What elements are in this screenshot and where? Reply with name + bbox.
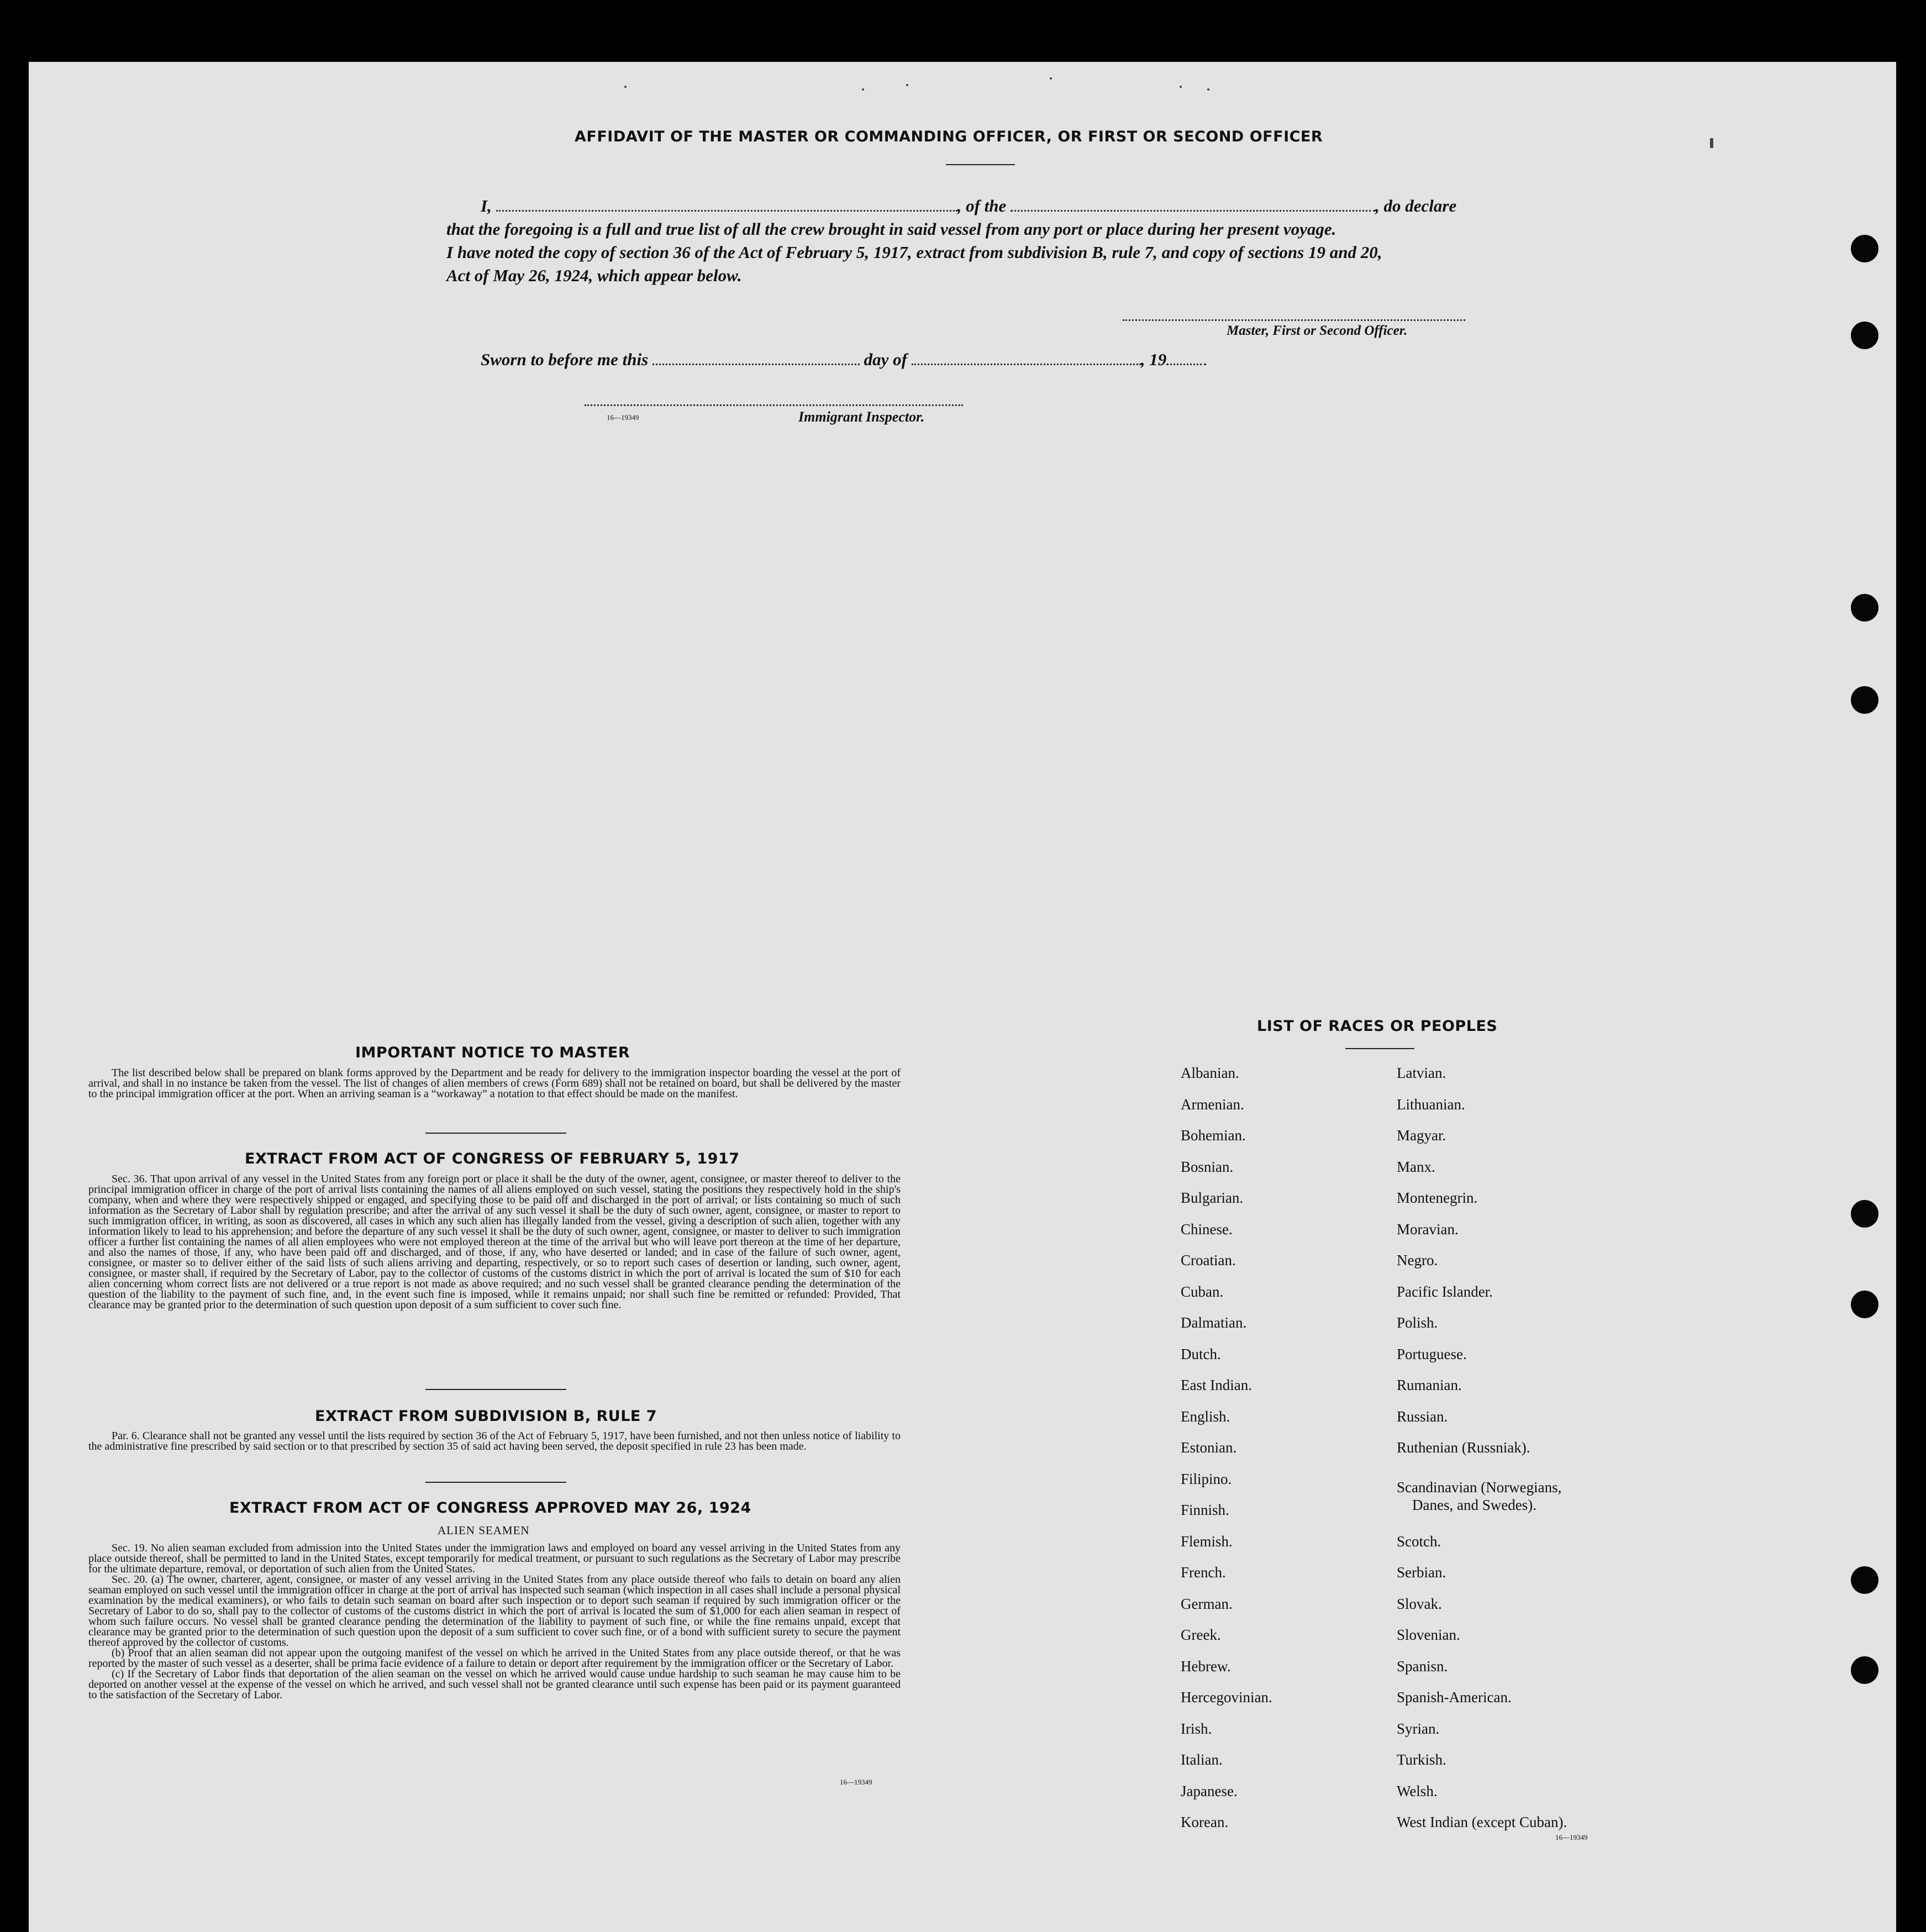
rule-7-text xyxy=(88,1431,901,1452)
affidavit-form-number: 16—19349 xyxy=(607,413,639,422)
race-item: Irish. xyxy=(1181,1720,1212,1737)
punch-hole xyxy=(1851,322,1878,349)
extract-form-number: 16—19349 xyxy=(840,1778,872,1786)
speck xyxy=(1207,88,1209,91)
race-item: Cuban. xyxy=(1181,1283,1224,1300)
races-title: LIST OF RACES OR PEOPLES xyxy=(1257,1018,1498,1035)
declare-of: , of the xyxy=(957,196,1007,215)
race-item: Estonian. xyxy=(1181,1439,1237,1456)
notice-text xyxy=(88,1068,901,1099)
punch-hole xyxy=(1851,1200,1878,1228)
name-field[interactable] xyxy=(496,198,957,212)
speck xyxy=(862,88,864,91)
race-item: Russian. xyxy=(1397,1408,1448,1425)
race-item: Latvian. xyxy=(1397,1065,1446,1081)
master-signature-line[interactable] xyxy=(1123,319,1465,321)
race-item: Japanese. xyxy=(1181,1782,1238,1799)
speck xyxy=(1050,77,1052,80)
punch-hole xyxy=(1851,686,1878,714)
sworn-label: Sworn to before me this xyxy=(481,350,649,369)
punch-hole xyxy=(1851,594,1878,622)
rule-7-title: EXTRACT FROM SUBDIVISION B, RULE 7 xyxy=(315,1408,657,1425)
race-item: Pacific Islander. xyxy=(1397,1283,1493,1300)
races-title-underline xyxy=(1345,1048,1414,1049)
inspector-signature-line[interactable] xyxy=(585,404,963,406)
race-item: Croatian. xyxy=(1181,1252,1236,1268)
sworn-year-field[interactable] xyxy=(1166,351,1206,365)
races-form-number: 16—19349 xyxy=(1555,1833,1588,1841)
race-item: Bulgarian. xyxy=(1181,1189,1244,1206)
section-20c-paragraph: (c) If the Secretary of Labor finds that deportation of the alien seaman on the vessel on which he arrived would cause undue hardship to such seaman he may cause him to be deported on another vessel at the expense of the vessel on which he arrived, and such vessel shall not be granted clearance until such expense has been paid or its payment guaranteed to the satisfaction of the Secretary of Labor. xyxy=(88,1668,901,1701)
notice-divider xyxy=(425,1133,566,1134)
race-item: Flemish. xyxy=(1181,1533,1233,1550)
race-item: Welsh. xyxy=(1397,1782,1438,1799)
race-item: Bohemian. xyxy=(1181,1127,1246,1144)
race-item: Dutch. xyxy=(1181,1345,1221,1362)
race-item: Spanish-American. xyxy=(1397,1689,1512,1705)
race-item: Greek. xyxy=(1181,1626,1221,1643)
race-item: Polish. xyxy=(1397,1314,1438,1331)
speck xyxy=(906,84,908,86)
punch-hole xyxy=(1851,1291,1878,1318)
race-item: Turkish. xyxy=(1397,1751,1446,1768)
race-item: Negro. xyxy=(1397,1252,1438,1268)
declaration-line-2: that the foregoing is a full and true list of all the crew brought in said vessel from any port or place during her present voyage. xyxy=(446,219,1336,239)
race-item: Danes, and Swedes). xyxy=(1412,1497,1536,1513)
sworn-month-field[interactable] xyxy=(912,351,1141,365)
rule-7-divider xyxy=(425,1482,566,1483)
declaration-line-1 xyxy=(481,196,1456,216)
inspector-label: Immigrant Inspector. xyxy=(798,409,925,425)
race-item: Chinese. xyxy=(1181,1220,1233,1238)
section-20b-paragraph: (b) Proof that an alien seaman did not appear upon the outgoing manifest of the vessel on which he arrived in the United States from any place outside thereof, or that he was reported by the master of such vessel as a deserter, shall be prima facie evidence of a failure to detain or deport after requirement by the immigration officer or the Secretary of Labor. xyxy=(88,1647,901,1670)
day-of-label: day of xyxy=(864,350,907,369)
section-19-paragraph: Sec. 19. No alien seaman excluded from admission into the United States under the immigration laws and employed on board any vessel arriving in the United States from any place outside thereof, shall be permitted to land in the United States, except temporarily for medical treatment, or pursuant to such regulations as the Secretary of Labor may prescribe for the ultimate departure, removal, or deportation of such alien from the United States. xyxy=(88,1542,901,1575)
master-signature-label: Master, First or Second Officer. xyxy=(1227,323,1408,338)
race-item: Italian. xyxy=(1181,1751,1223,1768)
race-item: Moravian. xyxy=(1397,1220,1459,1238)
race-item: Korean. xyxy=(1181,1814,1229,1830)
race-item: Magyar. xyxy=(1397,1127,1446,1144)
race-item: Dalmatian. xyxy=(1181,1314,1247,1331)
race-item: Spanisn. xyxy=(1397,1657,1448,1675)
speck xyxy=(624,86,627,88)
race-item: Lithuanian. xyxy=(1397,1096,1465,1113)
race-item: Manx. xyxy=(1397,1158,1435,1175)
extract-1924-title: EXTRACT FROM ACT OF CONGRESS APPROVED MAY 26, 1924 xyxy=(229,1499,751,1517)
section-36-paragraph: Sec. 36. That upon arrival of any vessel in the United States from any foreign port or place it shall be the duty of the owner, agent, consignee, or master thereof to deliver to the principal immigration officer in charge of the port of arrival lists containing the names of all aliens employed on such vessel, stating the positions they respectively hold in the ship's company, when and where they were respectively shipped or engaged, and specifying those to be paid off and discharged in the port of arrival; or lists containing so much of such information as the Secretary of Labor shall by regulation prescribe; and after the arrival of any such vessel it shall be the duty of such owner, agent, consignee, or master to report to such immigration officer, in writing, as soon as discovered, all cases in which any such alien has illegally landed from the vessel, giving a description of such alien, together with any information likely to lead to his apprehension; and before the departure of any such vessel it shall be the duty of such owner, agent, consignee, or master to deliver to such immigration officer a further list containing the names of all alien employees who were not employed thereon at the time of the arrival but who will leave port thereon at the time of her departure, and also the names of those, if any, who have been paid off and discharged, and of those, if any, who have deserted or landed; and in case of the failure of such owner, agent, consignee, or master so to deliver either of the said lists of such aliens arriving and departing, respectively, or so to report such cases of desertion or landing, such owner, agent, consignee, or master shall, if required by the Secretary of Labor, pay to the collector of customs of the customs district in which the port of arrival is located the sum of $10 for each alien concerning whom correct lists are not delivered or a true report is not made as above required; and no such vessel shall be granted clearance pending the determination of the question of the liability to the payment of such fine, and, in the event such fine is imposed, while it remains unpaid; nor shall such fine be remitted or refunded: Provided, That clearance may be granted prior to the determination of such question upon deposit of a sum sufficient to cover such fine. xyxy=(88,1173,901,1311)
title-underline xyxy=(946,164,1015,165)
race-item: French. xyxy=(1181,1564,1226,1581)
race-item: Portuguese. xyxy=(1397,1345,1467,1362)
race-item: Armenian. xyxy=(1181,1096,1244,1113)
race-item: Serbian. xyxy=(1397,1564,1446,1581)
speck xyxy=(1710,138,1713,148)
year-label: , 19 xyxy=(1140,350,1167,369)
race-item: Hebrew. xyxy=(1181,1657,1231,1675)
section-20a-paragraph: Sec. 20. (a) The owner, charterer, agent, consignee, or master of any vessel arriving in the United States from any place outside thereof who fails to detain on board any alien seaman employed on such vessel until the immigration officer in charge at the port of arrival has inspected such seaman (which inspection in all cases shall include a personal physical examination by the medical examiners), or who fails to detain such seaman on board after such inspection or to deport such seaman if required by such immigration officer or the Secretary of Labor to do so, shall pay to the collector of customs of the customs district in which the port of arrival is located the sum of $1,000 for each alien seaman in respect of whom such failure occurs. No vessel shall be granted clearance pending the determination of the liability to payment of such fine, or while the fine remains unpaid, except that clearance may be granted prior to the determination of such question upon the deposit of a sum sufficient to cover such fine, or of a bond with sufficient surety to secure the payment thereof approved by the collector of customs. xyxy=(88,1573,901,1649)
declaration-line-3: I have noted the copy of section 36 of the Act of February 5, 1917, extract from subdivision B, rule 7, and copy of sections 19 and 20, xyxy=(446,243,1382,262)
alien-seamen-heading: ALIEN SEAMEN xyxy=(438,1524,530,1537)
rule-7-paragraph: Par. 6. Clearance shall not be granted any vessel until the lists required by section 36 of the Act of February 5, 1917, have been furnished, and not then unless notice of liability to the administrative fine prescribed by said section or to that prescribed by section 35 of said act having been served, the deposit specified in rule 23 has been made. xyxy=(88,1430,901,1452)
punch-hole xyxy=(1851,235,1878,262)
race-item: West Indian (except Cuban). xyxy=(1397,1814,1567,1830)
declare-end: , do declare xyxy=(1375,196,1457,215)
race-item: East Indian. xyxy=(1181,1377,1252,1393)
speck xyxy=(1180,86,1182,88)
extract-1917-title: EXTRACT FROM ACT OF CONGRESS OF FEBRUARY 5, 1917 xyxy=(245,1150,740,1167)
race-item: Syrian. xyxy=(1397,1720,1440,1737)
extract-1917-text xyxy=(88,1174,901,1310)
race-item: Scotch. xyxy=(1397,1533,1441,1550)
race-item: Scandinavian (Norwegians, xyxy=(1397,1479,1562,1496)
extract-1917-divider xyxy=(425,1389,566,1390)
declaration-line-4: Act of May 26, 1924, which appear below. xyxy=(446,266,742,285)
race-item: Rumanian. xyxy=(1397,1377,1462,1393)
sworn-day-field[interactable] xyxy=(652,351,860,365)
race-item: Slovenian. xyxy=(1397,1626,1460,1643)
affidavit-title: AFFIDAVIT OF THE MASTER OR COMMANDING OFFICER, OR FIRST OR SECOND OFFICER xyxy=(575,128,1323,145)
sworn-line xyxy=(481,350,1206,370)
race-item: Slovak. xyxy=(1397,1595,1442,1612)
notice-paragraph: The list described below shall be prepared on blank forms approved by the Department and be ready for delivery to the immigration inspector boarding the vessel at the port of arrival, and shall in no instance be taken from the vessel. The list of changes of alien members of crews (Form 689) shall not be retained on board, but shall be delivered by the master to the principal immigration officer at the port. When an arriving seaman is a “workaway” a notation to that effect should be made on the manifest. xyxy=(88,1067,901,1100)
punch-hole xyxy=(1851,1566,1878,1594)
punch-hole xyxy=(1851,1656,1878,1684)
notice-title: IMPORTANT NOTICE TO MASTER xyxy=(355,1044,630,1061)
race-item: German. xyxy=(1181,1595,1233,1612)
race-item: Hercegovinian. xyxy=(1181,1689,1272,1705)
vessel-field[interactable] xyxy=(1011,198,1375,212)
declare-i: I, xyxy=(481,196,492,215)
race-item: Finnish. xyxy=(1181,1502,1229,1518)
race-item: Filipino. xyxy=(1181,1470,1232,1487)
extract-1924-text xyxy=(88,1543,901,1701)
race-item: Montenegrin. xyxy=(1397,1189,1478,1206)
race-item: Albanian. xyxy=(1181,1065,1239,1081)
race-item: English. xyxy=(1181,1408,1230,1425)
race-item: Bosnian. xyxy=(1181,1158,1234,1175)
race-item: Ruthenian (Russniak). xyxy=(1397,1439,1530,1456)
